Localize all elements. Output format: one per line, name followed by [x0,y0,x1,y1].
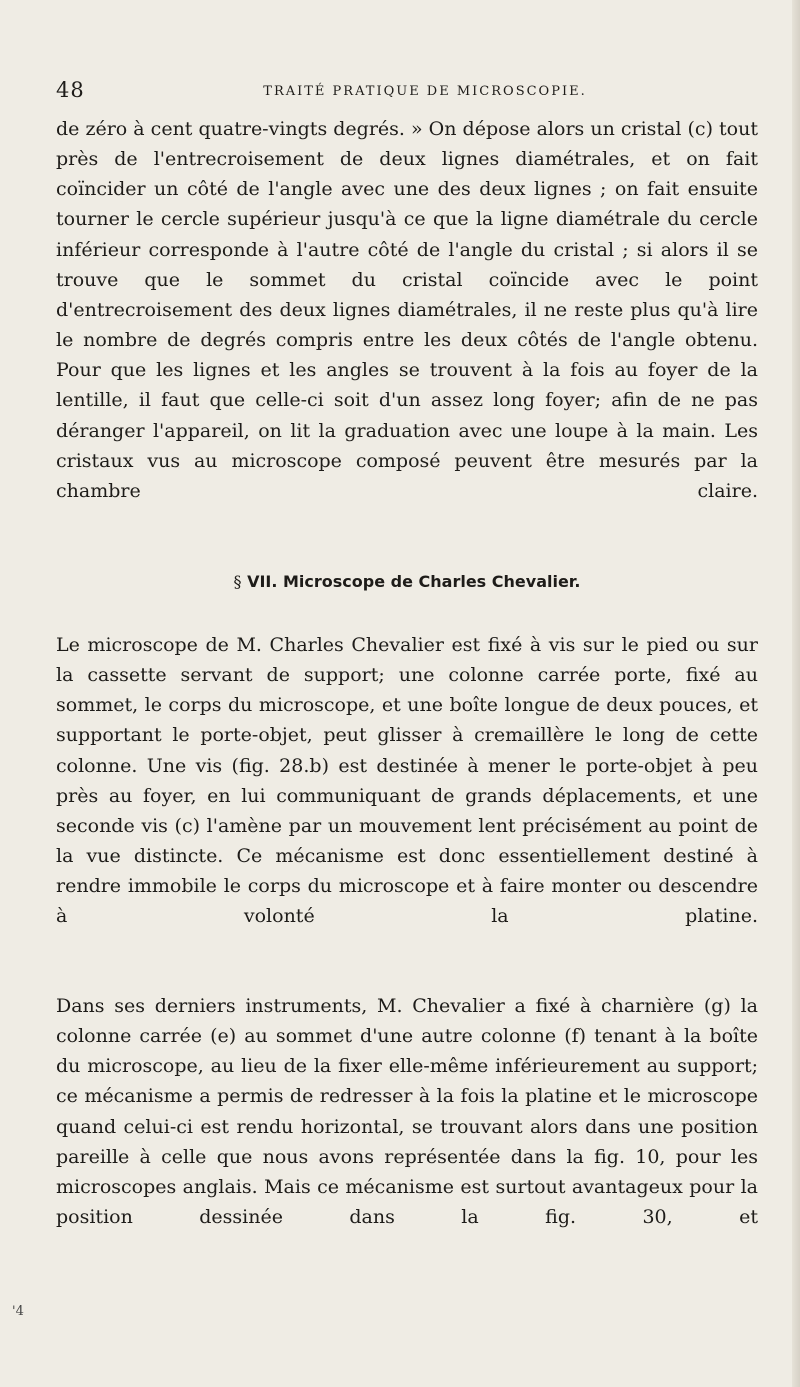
paragraph-chevalier-microscope: Le microscope de M. Charles Chevalier est fixé à vis sur le pied ou sur la cassette servant de support; une colonne carrée porte, fixé au sommet, le corps du microscope, et une boîte longue de deux pouces, et supportant le porte-objet, peut glisser à cremaillère le long de cette colonne. Une vis (fig. 28.b) est destinée à mener le porte-objet à peu près au foyer, en lui communiquant de grands déplacements, et une seconde vis (c) l'amène par un mouvement lent précisément au point de la vue distincte. Ce mécanisme est donc essentiellement destiné à rendre immobile le corps du microscope et à faire monter ou descendre à volonté la platine. [56,634,758,928]
section-title: VII. Microscope de Charles Chevalier. [247,572,581,591]
paragraph-hinge-mechanism: Dans ses derniers instruments, M. Chevalier a fixé à charnière (g) la colonne carrée (e) au sommet d'une autre colonne (f) tenant à la boîte du microscope, au lieu de la fixer elle-même inférieurement au support; ce mécanisme a permis de redresser à la fois la platine et le microscope quand celui-ci est rendu horizontal, se trouvant alors dans une position pareille à celle que nous avons représentée dans la fig. 10, pour les microscopes anglais. Mais ce mécanisme est surtout avantageux pour la position dessinée dans la fig. 30, et [56,995,758,1229]
page-header [56,78,756,108]
running-title: TRAITÉ PRATIQUE DE MICROSCOPIE. [263,84,587,99]
section-heading [56,572,758,591]
page-edge [792,0,800,1387]
section-mark: § [233,572,242,591]
margin-mark: '4 [12,1304,24,1319]
page-number: 48 [56,78,85,102]
paragraph-crystal-measurement: de zéro à cent quatre-vingts degrés. » On dépose alors un cristal (c) tout près de l'entrecroisement de deux lignes diamétrales, et on fait coïncider un côté de l'angle avec une des deux lignes ; on fait ensuite tourner le cercle supérieur jusqu'à ce que la ligne diamétrale du cercle inférieur corresponde à l'autre côté de l'angle du cristal ; si alors il se trouve que le sommet du cristal coïncide avec le point d'entrecroisement des deux lignes diamétrales, il ne reste plus qu'à lire le nombre de degrés compris entre les deux côtés de l'angle obtenu. Pour que les lignes et les angles se trouvent à la fois au foyer de la lentille, il faut que celle-ci soit d'un assez long foyer; afin de ne pas déranger l'appareil, on lit la graduation avec une loupe à la main. Les cristaux vus au microscope composé peuvent être mesurés par la chambre claire. [56,118,758,502]
